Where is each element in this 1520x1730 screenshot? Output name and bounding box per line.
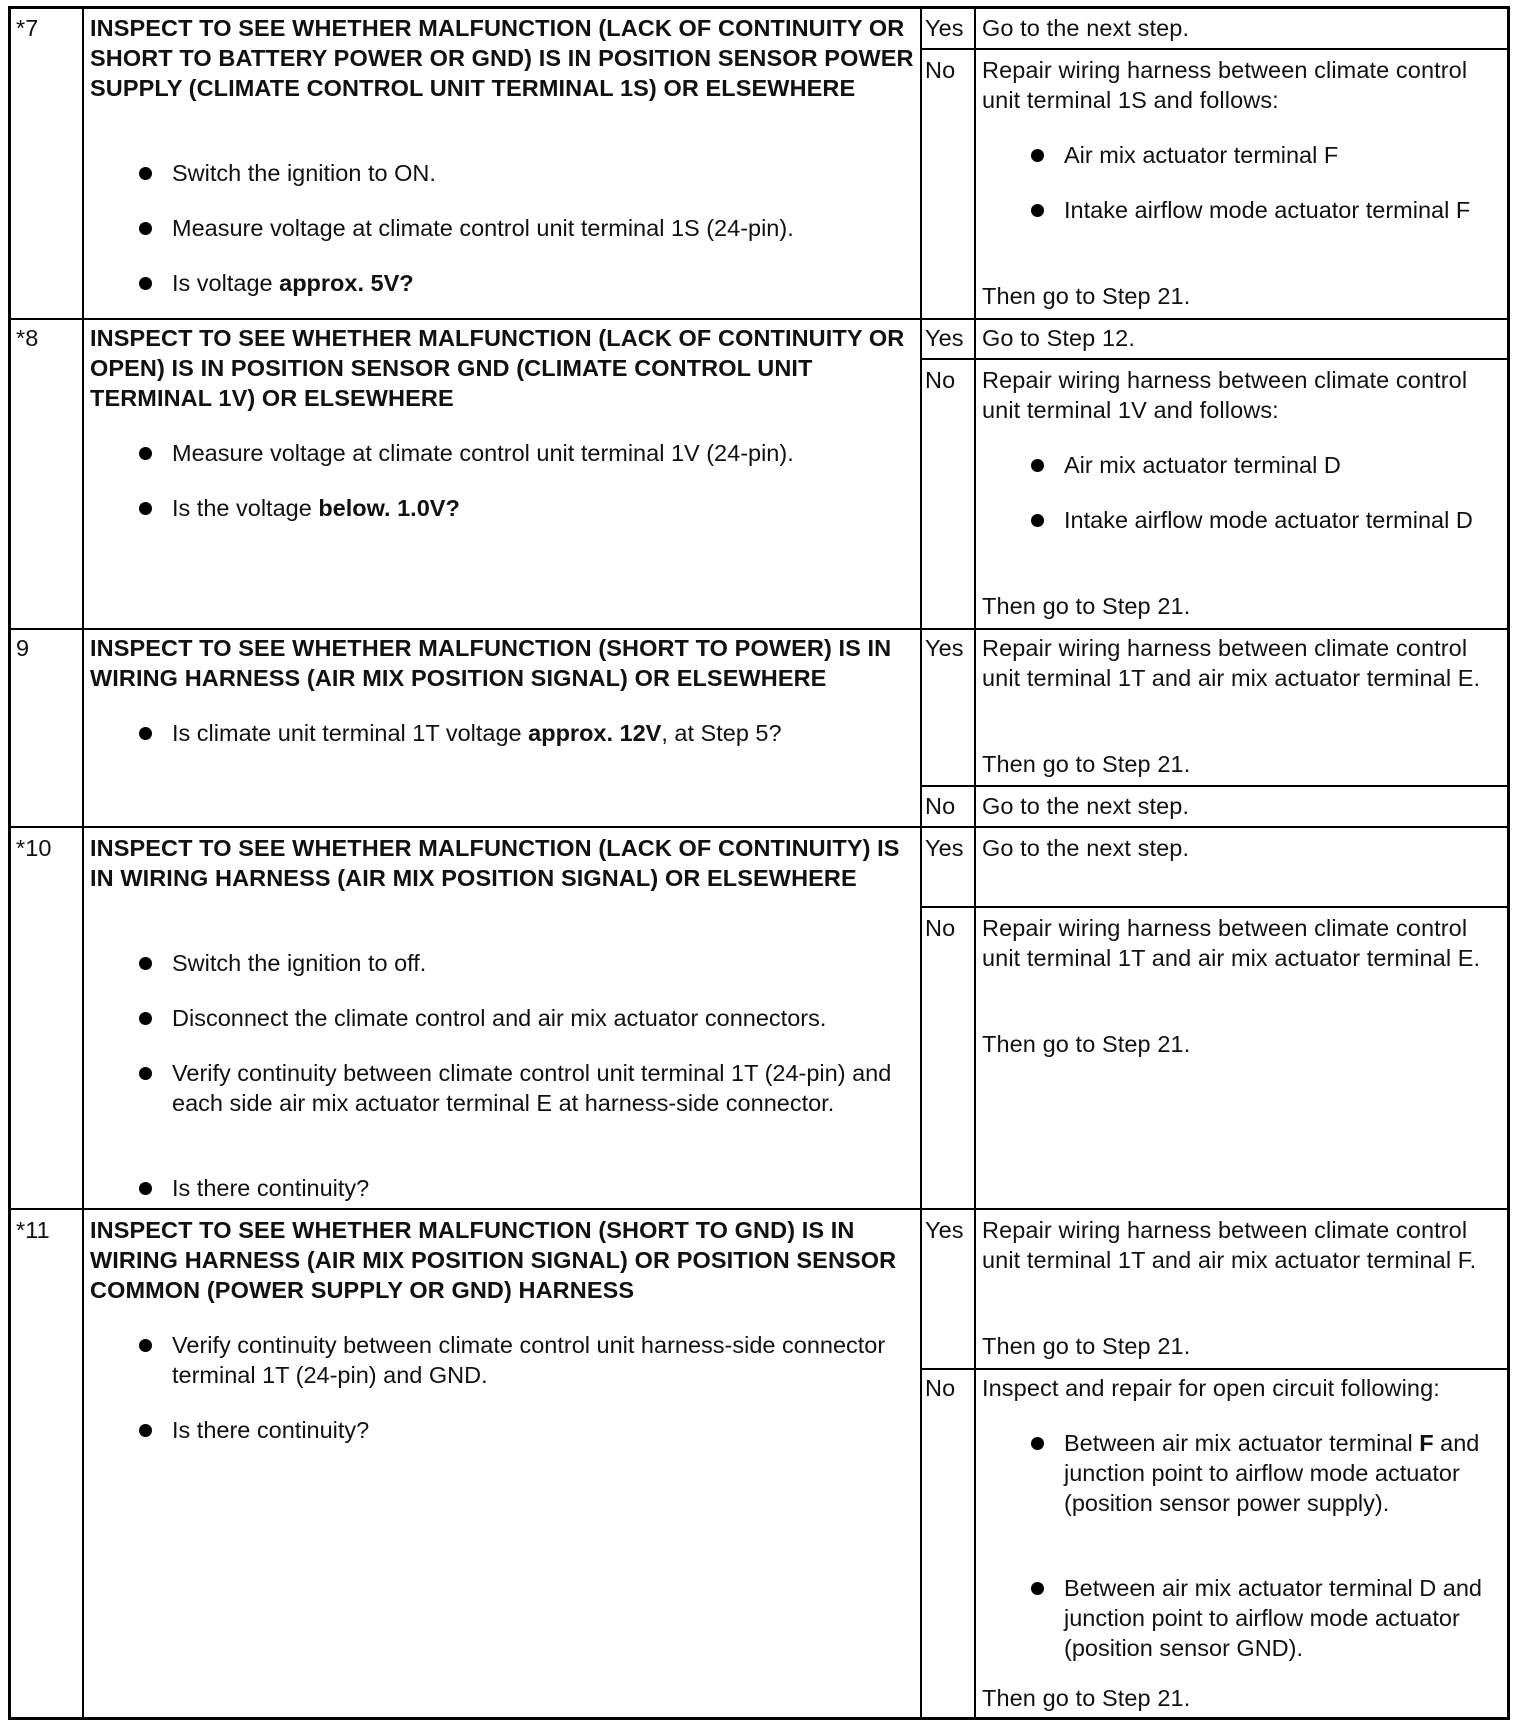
step-number: *7 — [16, 15, 39, 41]
step-title: INSPECT TO SEE WHETHER MALFUNCTION (LACK OF CONTINUITY OR SHORT TO BATTERY POWER OR GND) IS IN POSITION SENSOR POWER SUPPLY (CLIMATE CONTROL UNIT TERMINAL 1S) OR ELSEWHERE — [90, 15, 914, 101]
check-item: Is there continuity? — [90, 1173, 972, 1203]
no-action-item: Air mix actuator terminal F — [982, 140, 1504, 170]
column-divider — [82, 9, 84, 1717]
no-label: No — [925, 57, 956, 83]
check-item: Is there continuity? — [90, 1415, 972, 1445]
check-item: Measure voltage at climate control unit terminal 1V (24-pin). — [90, 438, 972, 468]
check-item: Is voltage approx. 5V? — [90, 268, 972, 298]
yes-label: Yes — [925, 1217, 964, 1243]
no-action: Repair wiring harness between climate control unit terminal 1V and follows: — [982, 367, 1468, 423]
no-action-item: Intake airflow mode actuator terminal D — [982, 505, 1504, 535]
check-item: Measure voltage at climate control unit terminal 1S (24-pin). — [90, 213, 972, 243]
then-step: Then go to Step 21. — [982, 751, 1191, 777]
check-item: Is the voltage below. 1.0V? — [90, 493, 972, 523]
no-action: Repair wiring harness between climate control unit terminal 1T and air mix actuator terminal E. — [982, 915, 1481, 971]
diagnostic-table — [8, 6, 1510, 1720]
column-divider — [974, 9, 976, 1717]
check-item: Is climate unit terminal 1T voltage approx. 12V, at Step 5? — [90, 718, 972, 748]
row-divider — [11, 628, 1507, 630]
row-divider — [11, 318, 1507, 320]
yes-action: Go to the next step. — [982, 15, 1190, 41]
no-action-item: Between air mix actuator terminal D and junction point to airflow mode actuator (position sensor GND). — [982, 1573, 1504, 1663]
yes-label: Yes — [925, 15, 964, 41]
check-item: Disconnect the climate control and air mix actuator connectors. — [90, 1003, 972, 1033]
no-action: Repair wiring harness between climate control unit terminal 1S and follows: — [982, 57, 1468, 113]
no-action: Go to the next step. — [982, 793, 1190, 819]
then-step: Then go to Step 21. — [982, 1685, 1191, 1711]
yes-action: Go to Step 12. — [982, 325, 1135, 351]
yes-no-divider — [921, 906, 1507, 908]
no-action: Inspect and repair for open circuit following: — [982, 1375, 1440, 1401]
then-step: Then go to Step 21. — [982, 1031, 1191, 1057]
step-number: *11 — [16, 1217, 50, 1243]
check-item: Switch the ignition to ON. — [90, 158, 972, 188]
check-item: Verify continuity between climate control unit terminal 1T (24-pin) and each side air mix actuator terminal E at harness-side connector. — [90, 1058, 912, 1118]
no-label: No — [925, 367, 956, 393]
step-title: INSPECT TO SEE WHETHER MALFUNCTION (SHORT TO GND) IS IN WIRING HARNESS (AIR MIX POSITION SIGNAL) OR POSITION SENSOR COMMON (POWER SUPPLY OR GND) HARNESS — [90, 1217, 897, 1303]
column-divider — [920, 9, 922, 1717]
step-number: *10 — [16, 835, 52, 861]
yes-action: Repair wiring harness between climate control unit terminal 1T and air mix actuator terminal F. — [982, 1217, 1477, 1273]
no-label: No — [925, 1375, 956, 1401]
then-step: Then go to Step 21. — [982, 593, 1191, 619]
yes-no-divider — [921, 48, 1507, 50]
yes-action: Go to the next step. — [982, 835, 1190, 861]
check-item: Switch the ignition to off. — [90, 948, 972, 978]
no-label: No — [925, 793, 956, 819]
yes-no-divider — [921, 785, 1507, 787]
step-number: *8 — [16, 325, 39, 351]
no-action-item: Intake airflow mode actuator terminal F — [982, 195, 1504, 225]
then-step: Then go to Step 21. — [982, 1333, 1191, 1359]
yes-action: Repair wiring harness between climate control unit terminal 1T and air mix actuator terminal E. — [982, 635, 1481, 691]
yes-no-divider — [921, 358, 1507, 360]
yes-no-divider — [921, 1368, 1507, 1370]
no-action-item: Between air mix actuator terminal F and junction point to airflow mode actuator (position sensor power supply). — [982, 1428, 1504, 1518]
yes-label: Yes — [925, 325, 964, 351]
row-divider — [11, 1208, 1507, 1210]
step-number: 9 — [16, 635, 30, 661]
check-item: Verify continuity between climate control unit harness-side connector terminal 1T (24-pin) and GND. — [90, 1330, 912, 1390]
no-label: No — [925, 915, 956, 941]
row-divider — [11, 826, 1507, 828]
step-title: INSPECT TO SEE WHETHER MALFUNCTION (LACK OF CONTINUITY OR OPEN) IS IN POSITION SENSOR GND (CLIMATE CONTROL UNIT TERMINAL 1V) OR ELSEWHERE — [90, 325, 905, 411]
step-title: INSPECT TO SEE WHETHER MALFUNCTION (LACK OF CONTINUITY) IS IN WIRING HARNESS (AIR MIX POSITION SIGNAL) OR ELSEWHERE — [90, 835, 900, 891]
then-step: Then go to Step 21. — [982, 283, 1191, 309]
step-title: INSPECT TO SEE WHETHER MALFUNCTION (SHORT TO POWER) IS IN WIRING HARNESS (AIR MIX POSITION SIGNAL) OR ELSEWHERE — [90, 635, 892, 691]
yes-label: Yes — [925, 835, 964, 861]
no-action-item: Air mix actuator terminal D — [982, 450, 1504, 480]
yes-label: Yes — [925, 635, 964, 661]
